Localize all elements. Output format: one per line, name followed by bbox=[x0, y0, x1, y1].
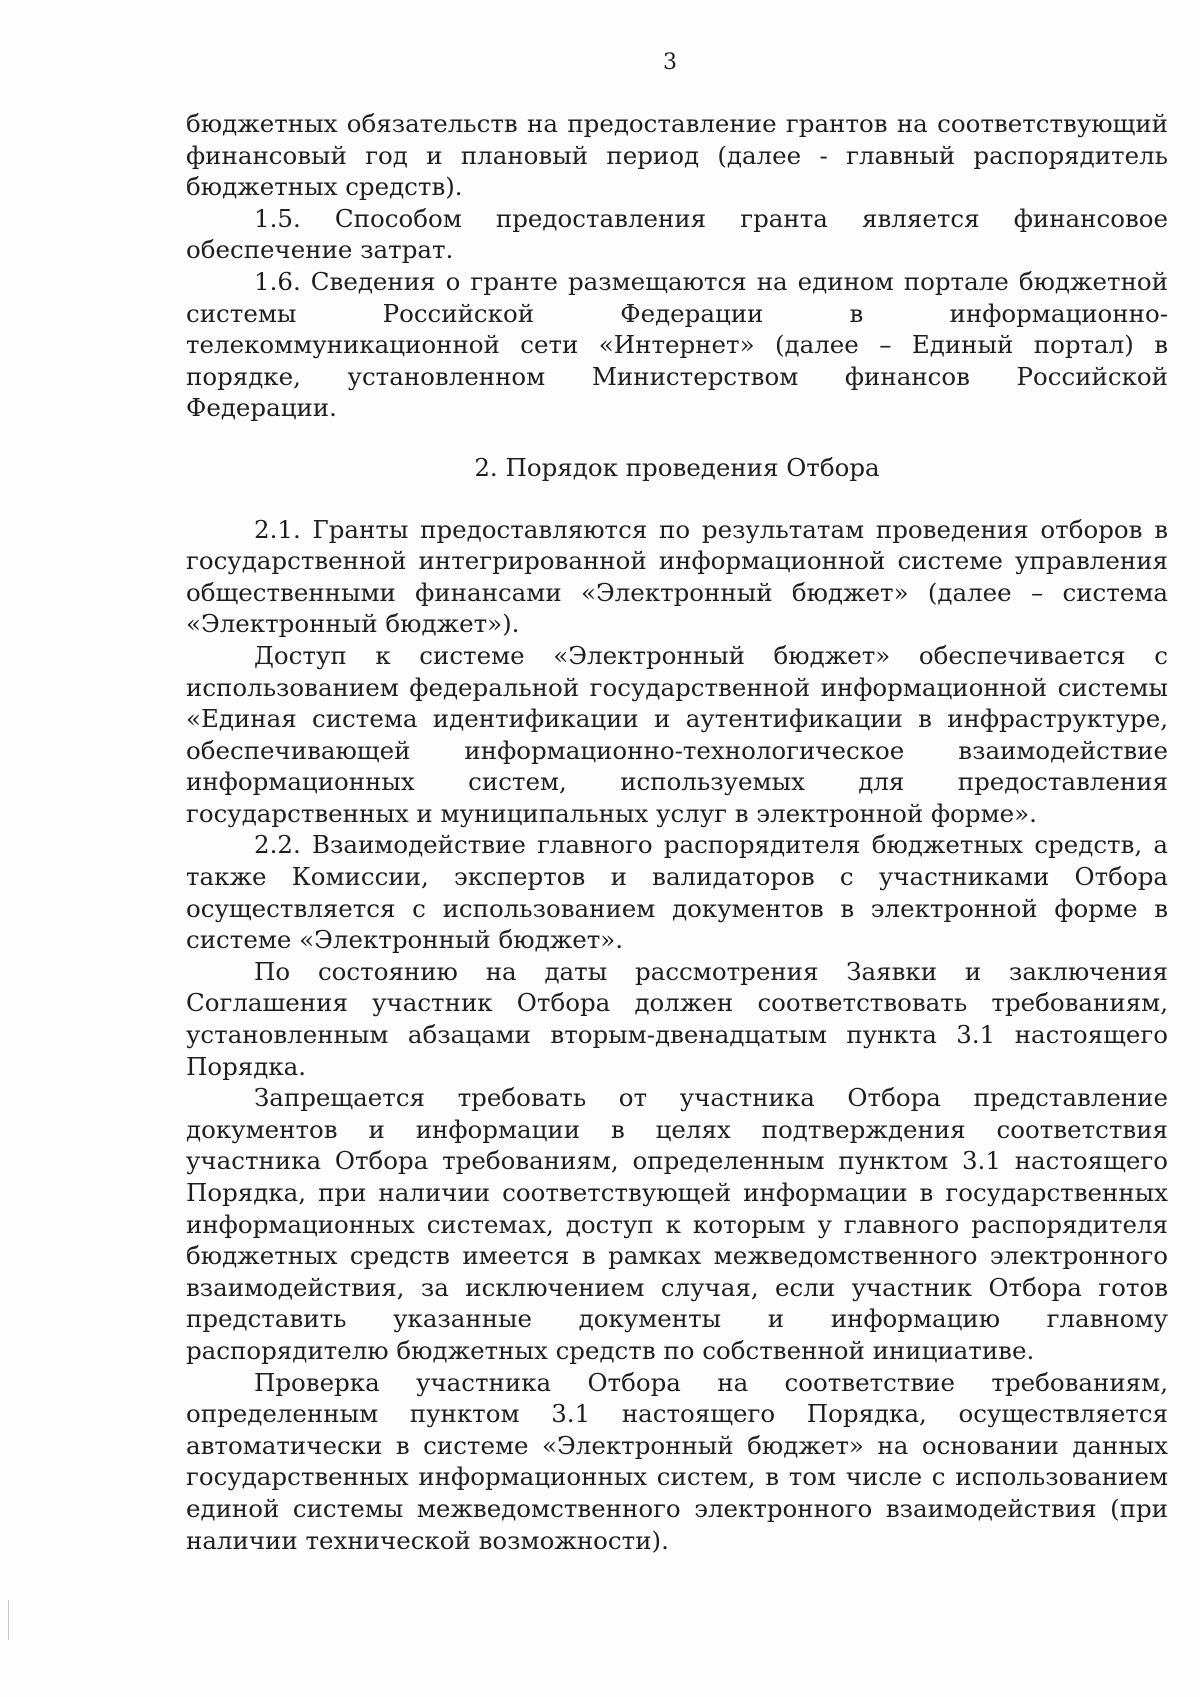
paragraph-2-1: 2.1. Гранты предоставляются по результатам проведения отборов в государственной интегрированной информационной системе управления общественными финансами «Электронный бюджет» (далее – система «Электронный бюджет»). bbox=[186, 514, 1168, 639]
document-body bbox=[186, 108, 1168, 1556]
section-heading: 2. Порядок проведения Отбора bbox=[474, 452, 880, 482]
paragraph-prohibited: Запрещается требовать от участника Отбора представление документов и информации в целях подтверждения соответствия участника Отбора требованиям, определенным пунктом 3.1 настоящего Порядка, при наличии соответствующей информации в государственных информационных системах, доступ к которым у главного распорядителя бюджетных средств имеется в рамках межведомственного электронного взаимодействия, за исключением случая, если участник Отбора готов представить указанные документы и информацию главному распорядителю бюджетных средств по собственной инициативе. bbox=[186, 1083, 1168, 1365]
paragraph-continuation: бюджетных обязательств на предоставление грантов на соответствующий финансовый год и плановый период (далее - главный распорядитель бюджетных средств). bbox=[186, 109, 1168, 202]
scan-artifact bbox=[8, 1600, 9, 1640]
paragraph-verification: Проверка участника Отбора на соответствие требованиям, определенным пунктом 3.1 настоящего Порядка, осуществляется автоматически в системе «Электронный бюджет» на основании данных государственных информационных систем, в том числе с использованием единой системы межведомственного электронного взаимодействия (при наличии технической возможности). bbox=[186, 1367, 1168, 1555]
paragraph-status: По состоянию на даты рассмотрения Заявки и заключения Соглашения участник Отбора должен соответствовать требованиям, установленным абзацами вторым-двенадцатым пункта 3.1 настоящего Порядка. bbox=[186, 956, 1168, 1081]
paragraph-2-2: 2.2. Взаимодействие главного распорядителя бюджетных средств, а также Комиссии, экспертов и валидаторов с участниками Отбора осуществляется с использованием документов в электронной форме в системе «Электронный бюджет». bbox=[186, 830, 1168, 955]
page-number: 3 bbox=[663, 50, 677, 75]
paragraph-1-5: 1.5. Способом предоставления гранта является финансовое обеспечение затрат. bbox=[186, 203, 1168, 265]
paragraph-1-6: 1.6. Сведения о гранте размещаются на едином портале бюджетной системы Российской Федерации в информационно-телекоммуникационной сети «Интернет» (далее – Единый портал) в порядке, установленном Министерством финансов Российской Федерации. bbox=[186, 266, 1168, 423]
paragraph-access: Доступ к системе «Электронный бюджет» обеспечивается с использованием федеральной государственной информационной системы «Единая система идентификации и аутентификации в инфраструктуре, обеспечивающей информационно-технологическое взаимодействие информационных систем, используемых для предоставления государственных и муниципальных услуг в электронной форме». bbox=[186, 640, 1168, 828]
